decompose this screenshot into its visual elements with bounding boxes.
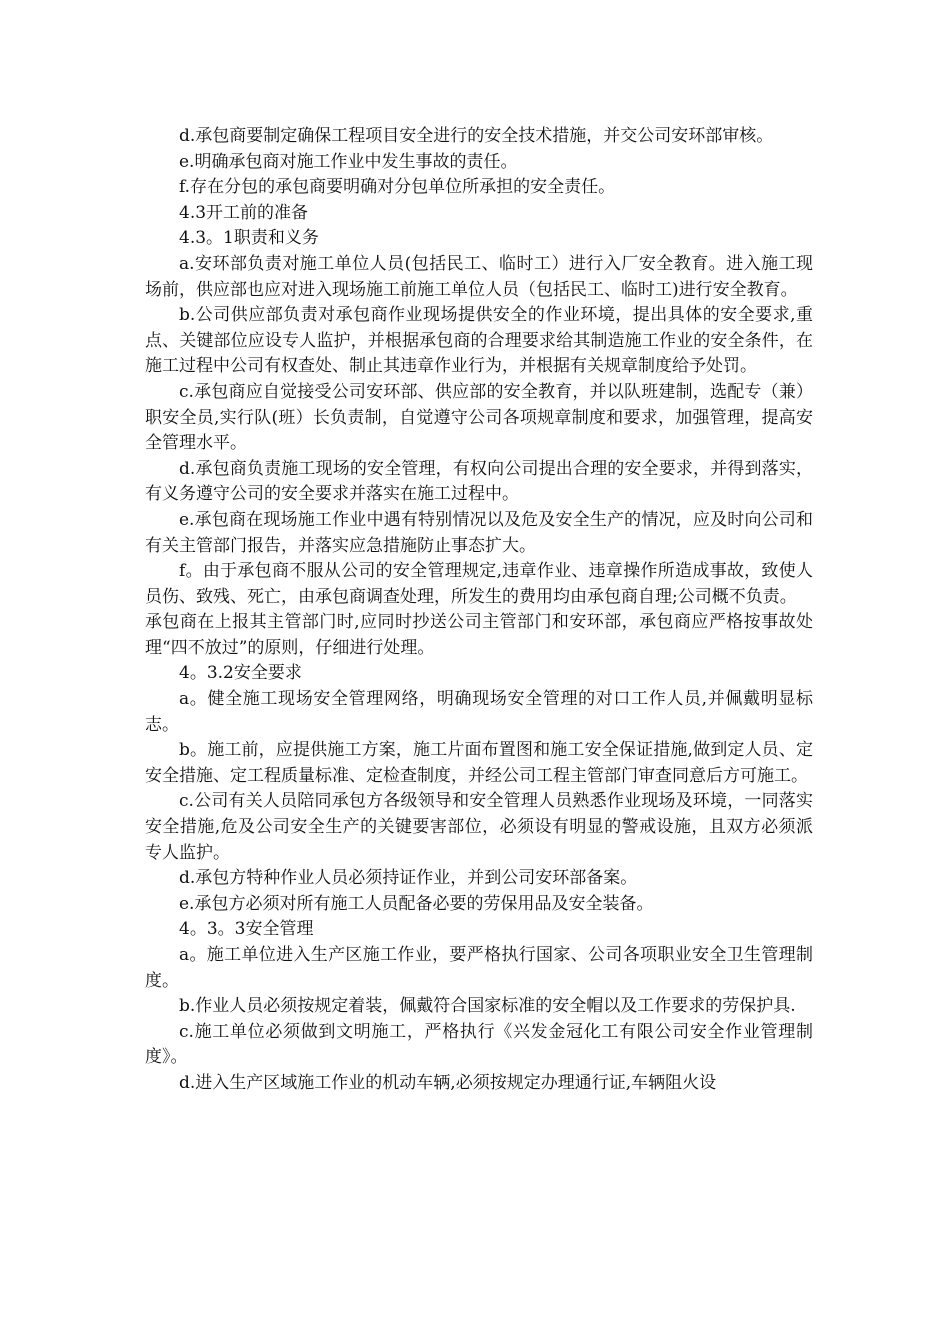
paragraph: f.存在分包的承包商要明确对分包单位所承担的安全责任。	[179, 177, 616, 198]
paragraph: b.作业人员必须按规定着装，佩戴符合国家标准的安全帽以及工作要求的劳保护具.	[179, 996, 796, 1017]
paragraph: e.承包方必须对所有施工人员配备必要的劳保用品及安全装备。	[179, 893, 654, 914]
subsection-heading: 4。3.2安全要求	[179, 663, 302, 684]
paragraph: 承包商在上报其主管部门时,应同时抄送公司主管部门和安环部，承包商应严格按事故处理“四不放过”的原则，仔细进行处理。	[145, 612, 813, 658]
paragraph: c.施工单位必须做到文明施工，严格执行《兴发金冠化工有限公司安全作业管理制度》。	[145, 1021, 813, 1068]
subsection-heading: 4。3。3安全管理	[179, 919, 314, 940]
paragraph: d.承包商要制定确保工程项目安全进行的安全技术措施，并交公司安环部审核。	[179, 126, 774, 146]
subsection-heading: 4.3。1职责和义务	[179, 228, 319, 249]
paragraph: e.明确承包商对施工作业中发生事故的责任。	[179, 151, 518, 172]
paragraph: d.承包商负责施工现场的安全管理，有权向公司提出合理的安全要求，并得到落实，有义务遵守公司的安全要求并落实在施工过程中。	[145, 458, 813, 505]
document-page	[145, 124, 813, 1097]
paragraph: c.承包商应自觉接受公司安环部、供应部的安全教育，并以队班建制，选配专（兼）职安全员,实行队(班）长负责制，自觉遵守公司各项规章制度和要求，加强管理，提高安全管理水平。	[145, 381, 813, 454]
paragraph: a.安环部负责对施工单位人员(包括民工、临时工）进行入厂安全教育。进入施工现场前，供应部也应对进入现场施工前施工单位人员（包括民工、临时工)进行安全教育。	[145, 253, 813, 300]
paragraph: d.承包方特种作业人员必须持证作业，并到公司安环部备案。	[179, 868, 638, 889]
paragraph: b。施工前，应提供施工方案，施工片面布置图和施工安全保证措施,做到定人员、定安全措施、定工程质量标准、定检查制度，并经公司工程主管部门审查同意后方可施工。	[145, 740, 813, 786]
paragraph: a。健全施工现场安全管理网络，明确现场安全管理的对口工作人员,并佩戴明显标志。	[145, 689, 813, 735]
paragraph: e.承包商在现场施工作业中遇有特别情况以及危及安全生产的情况，应及时向公司和有关主管部门报告，并落实应急措施防止事态扩大。	[145, 509, 813, 556]
paragraph: c.公司有关人员陪同承包方各级领导和安全管理人员熟悉作业现场及环境，一同落实安全措施,危及公司安全生产的关键要害部位，必须设有明显的警戒设施，且双方必须派专人监护。	[145, 791, 813, 863]
paragraph: a。施工单位进入生产区施工作业，要严格执行国家、公司各项职业安全卫生管理制度。	[145, 945, 813, 991]
paragraph: f。由于承包商不服从公司的安全管理规定,违章作业、违章操作所造成事故，致使人员伤、致残、死亡，由承包商调查处理，所发生的费用均由承包商自理;公司概不负责。	[145, 561, 813, 607]
section-heading: 4.3开工前的准备	[179, 202, 309, 223]
paragraph: d.进入生产区域施工作业的机动车辆,必须按规定办理通行证,车辆阻火设	[179, 1072, 717, 1093]
paragraph: b.公司供应部负责对承包商作业现场提供安全的作业环境，提出具体的安全要求,重点、关键部位应设专人监护，并根据承包商的合理要求给其制造施工作业的安全条件，在施工过程中公司有权查处、制止其违章作业行为，并根据有关规章制度给予处罚。	[145, 305, 813, 377]
